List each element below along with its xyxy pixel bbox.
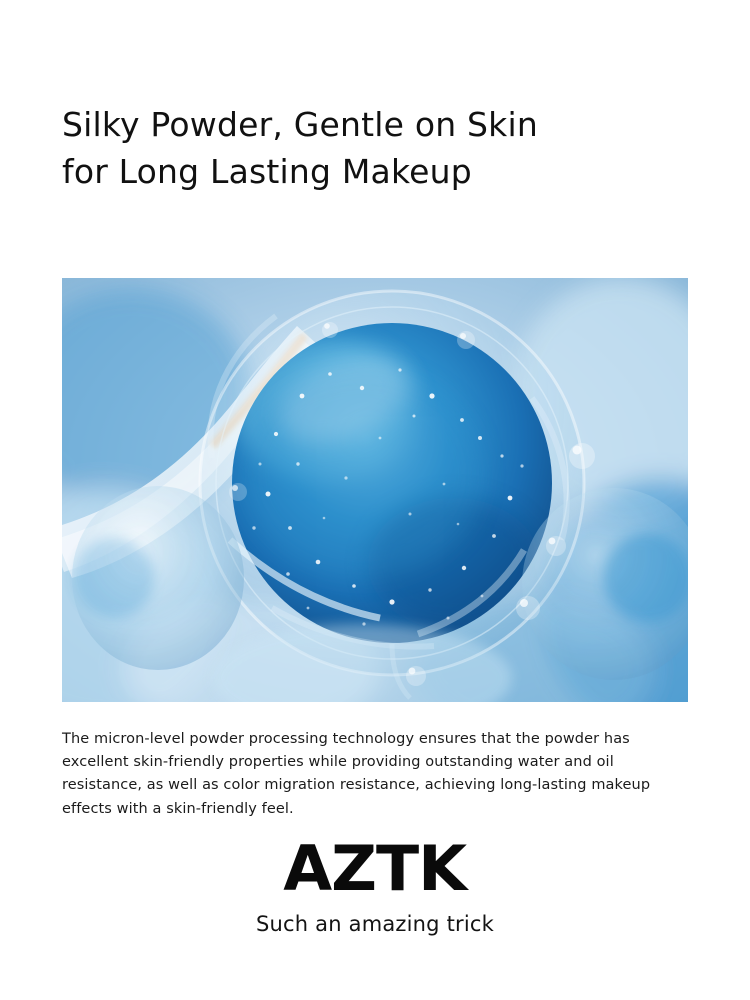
brand-block [0,832,750,936]
hero-image [62,278,688,702]
body-paragraph: The micron-level powder processing technology ensures that the powder has excellent skin-friendly properties while providing outstanding water and oil resistance, as well as color migration resistance, achieving long-lasting makeup effects with a skin-friendly feel. [62,730,651,817]
brand-logo: AZTK [283,832,467,905]
page-title [62,102,682,196]
page-title-line-1: Silky Powder, Gentle on Skin [62,105,538,144]
hero-image-graphic [62,278,688,702]
brand-tagline: Such an amazing trick [256,912,494,936]
page-title-line-2: for Long Lasting Makeup [62,151,472,191]
